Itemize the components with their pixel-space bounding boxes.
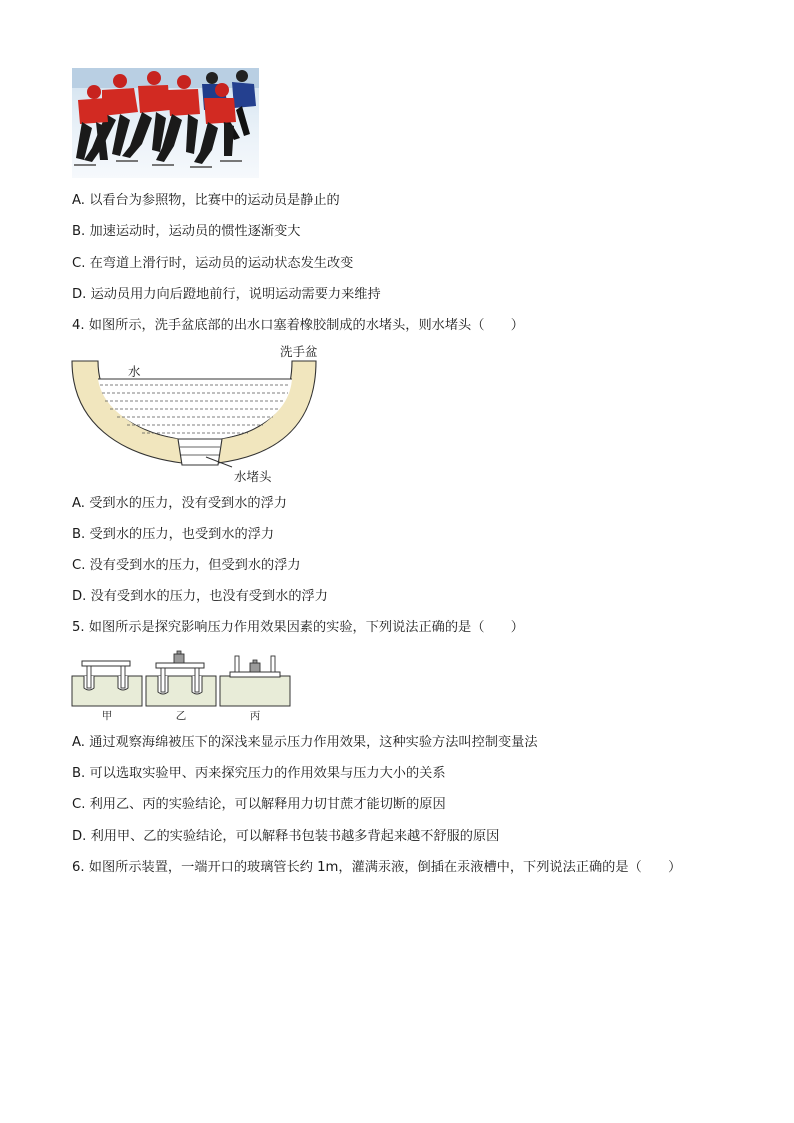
q5-option-d: D. 利用甲、乙的实验结论，可以解释书包装书越多背起来越不舒服的原因 [72, 829, 500, 844]
q3-option-d: D. 运动员用力向后蹬地前行，说明运动需要力来维持 [72, 287, 381, 302]
q3-option-b: B. 加速运动时，运动员的惯性逐渐变大 [72, 224, 301, 239]
label-yi: 乙 [175, 710, 187, 722]
setup-jia [72, 661, 142, 706]
label-bing: 丙 [249, 710, 261, 722]
q4-option-c: C. 没有受到水的压力，但受到水的浮力 [72, 558, 301, 573]
q3-option-a: A. 以看台为参照物，比赛中的运动员是静止的 [72, 193, 340, 208]
q5-stem: 5. 如图所示是探究影响压力作用效果因素的实验，下列说法正确的是（ ） [72, 620, 524, 635]
water-label: 水 [128, 364, 141, 379]
q4-option-a: A. 受到水的压力，没有受到水的浮力 [72, 496, 287, 511]
label-jia: 甲 [101, 710, 113, 722]
wash-basin-diagram [70, 343, 330, 488]
speed-skating-photo [72, 68, 259, 178]
plug-label: 水堵头 [234, 469, 272, 484]
setup-bing [220, 656, 290, 706]
setup-yi [146, 651, 216, 706]
q4-option-d: D. 没有受到水的压力，也没有受到水的浮力 [72, 589, 328, 604]
basin-label: 洗手盆 [280, 344, 318, 359]
q5-option-c: C. 利用乙、丙的实验结论，可以解释用力切甘蔗才能切断的原因 [72, 797, 446, 812]
q3-option-c: C. 在弯道上滑行时，运动员的运动状态发生改变 [72, 256, 354, 271]
q6-stem: 6. 如图所示装置，一端开口的玻璃管长约 1m，灌满汞液，倒插在汞液槽中，下列说法正确的是（ ） [72, 860, 682, 875]
q5-option-b: B. 可以选取实验甲、丙来探究压力的作用效果与压力大小的关系 [72, 766, 446, 781]
q4-option-b: B. 受到水的压力，也受到水的浮力 [72, 527, 275, 542]
q5-option-a: A. 通过观察海绵被压下的深浅来显示压力作用效果，这种实验方法叫控制变量法 [72, 735, 538, 750]
pressure-experiment-diagram [70, 650, 292, 722]
q4-stem: 4. 如图所示，洗手盆底部的出水口塞着橡胶制成的水堵头，则水堵头（ ） [72, 318, 524, 333]
